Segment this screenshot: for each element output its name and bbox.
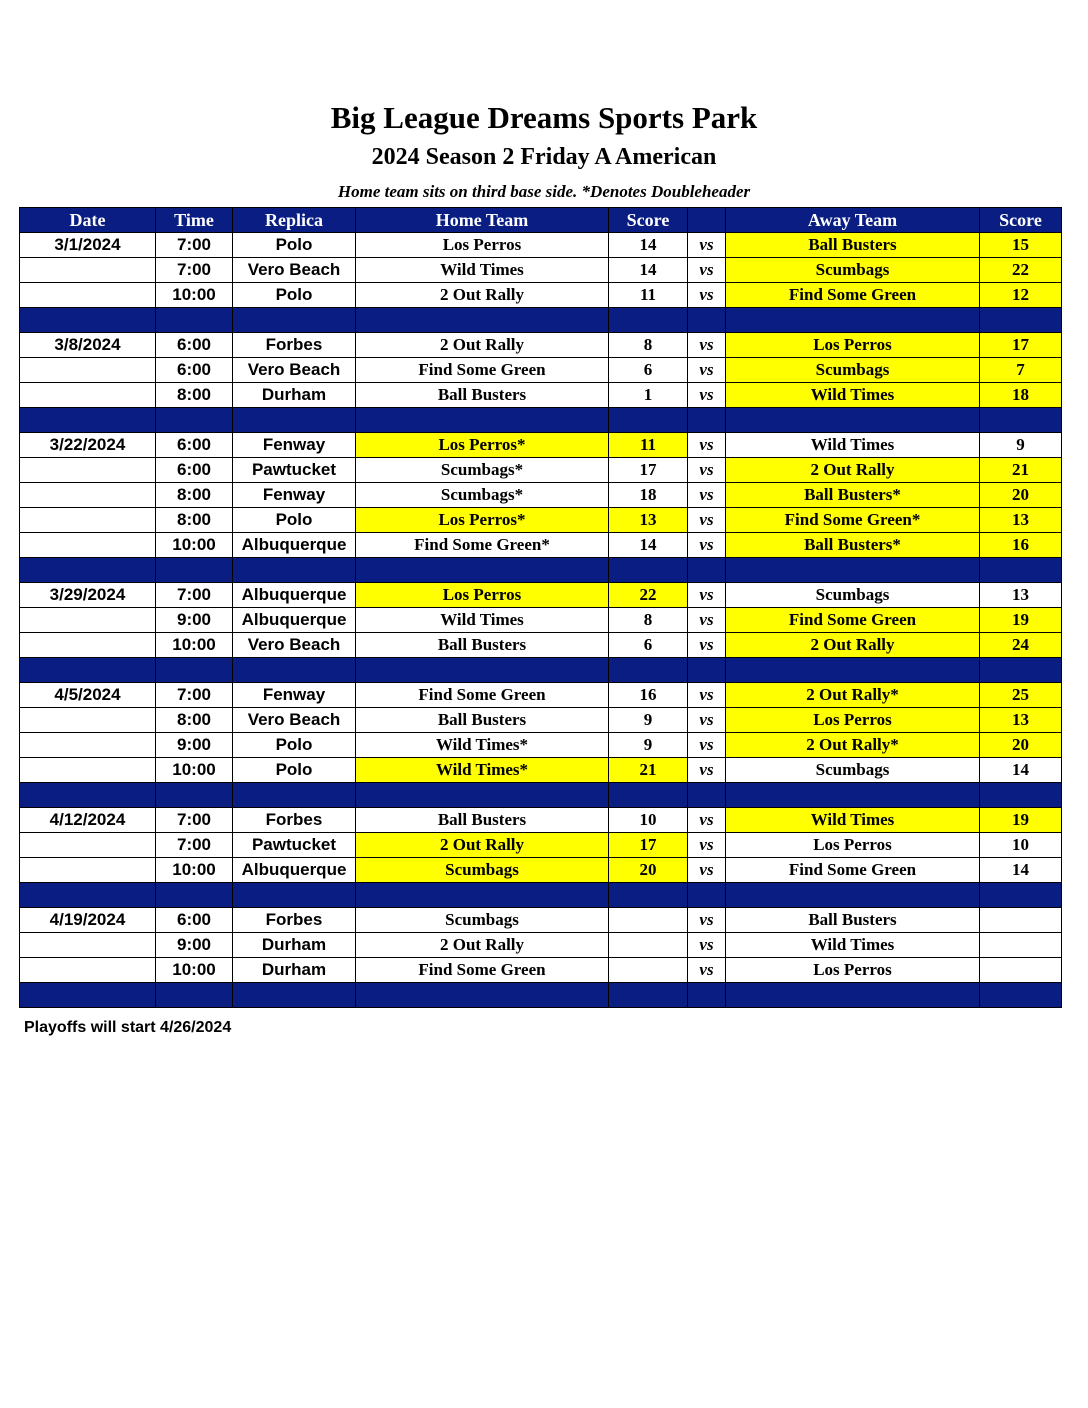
game-replica: Forbes <box>233 808 356 833</box>
game-replica: Albuquerque <box>233 583 356 608</box>
game-replica: Durham <box>233 933 356 958</box>
week-separator-row <box>20 783 1062 808</box>
game-time: 9:00 <box>156 608 233 633</box>
game-time: 10:00 <box>156 283 233 308</box>
game-time: 6:00 <box>156 358 233 383</box>
home-team: Ball Busters <box>356 633 609 658</box>
game-time: 7:00 <box>156 683 233 708</box>
home-team: 2 Out Rally <box>356 833 609 858</box>
game-replica: Fenway <box>233 433 356 458</box>
header-replica: Replica <box>233 208 356 233</box>
away-score: 24 <box>980 633 1062 658</box>
game-date <box>20 933 156 958</box>
vs-label: vs <box>688 933 726 958</box>
game-date <box>20 758 156 783</box>
away-team: Los Perros <box>726 833 980 858</box>
vs-label: vs <box>688 458 726 483</box>
separator-cell <box>233 983 356 1008</box>
separator-cell <box>980 783 1062 808</box>
separator-cell <box>356 883 609 908</box>
game-date <box>20 483 156 508</box>
away-score: 13 <box>980 708 1062 733</box>
home-score: 8 <box>609 608 688 633</box>
home-score: 17 <box>609 833 688 858</box>
separator-cell <box>726 308 980 333</box>
playoffs-note: Playoffs will start 4/26/2024 <box>24 1019 232 1036</box>
game-row <box>20 258 1062 283</box>
separator-cell <box>980 883 1062 908</box>
separator-cell <box>726 558 980 583</box>
week-separator-row <box>20 408 1062 433</box>
doubleheader-note: Home team sits on third base side. *Denotes Doubleheader <box>337 182 751 201</box>
week-separator-row <box>20 658 1062 683</box>
header-row <box>20 208 1062 233</box>
away-score: 20 <box>980 733 1062 758</box>
separator-cell <box>156 408 233 433</box>
week-separator-row <box>20 983 1062 1008</box>
away-team: Scumbags <box>726 758 980 783</box>
separator-cell <box>156 658 233 683</box>
separator-cell <box>688 408 726 433</box>
separator-cell <box>980 408 1062 433</box>
game-time: 6:00 <box>156 908 233 933</box>
game-replica: Pawtucket <box>233 458 356 483</box>
away-score: 12 <box>980 283 1062 308</box>
away-team: Scumbags <box>726 258 980 283</box>
separator-cell <box>233 783 356 808</box>
away-team: Find Some Green <box>726 283 980 308</box>
away-team: Los Perros <box>726 333 980 358</box>
home-score: 13 <box>609 508 688 533</box>
away-score: 17 <box>980 333 1062 358</box>
game-row <box>20 608 1062 633</box>
home-score: 20 <box>609 858 688 883</box>
game-time: 7:00 <box>156 233 233 258</box>
game-replica: Fenway <box>233 483 356 508</box>
schedule-table <box>19 207 1062 1008</box>
home-team: Los Perros* <box>356 508 609 533</box>
game-row <box>20 758 1062 783</box>
game-row <box>20 583 1062 608</box>
home-team: 2 Out Rally <box>356 333 609 358</box>
vs-label: vs <box>688 508 726 533</box>
away-team: Wild Times <box>726 383 980 408</box>
game-date <box>20 858 156 883</box>
away-team: 2 Out Rally* <box>726 733 980 758</box>
separator-cell <box>356 658 609 683</box>
game-replica: Vero Beach <box>233 633 356 658</box>
game-date: 3/1/2024 <box>20 233 156 258</box>
away-score: 9 <box>980 433 1062 458</box>
away-score <box>980 958 1062 983</box>
home-score <box>609 908 688 933</box>
vs-label: vs <box>688 608 726 633</box>
vs-label: vs <box>688 433 726 458</box>
away-team: Ball Busters <box>726 908 980 933</box>
game-replica: Albuquerque <box>233 533 356 558</box>
separator-cell <box>726 983 980 1008</box>
header-home-score: Score <box>609 208 688 233</box>
away-score: 10 <box>980 833 1062 858</box>
separator-cell <box>156 783 233 808</box>
separator-cell <box>156 558 233 583</box>
game-replica: Albuquerque <box>233 858 356 883</box>
separator-cell <box>233 883 356 908</box>
home-score <box>609 958 688 983</box>
vs-label: vs <box>688 708 726 733</box>
away-score: 19 <box>980 808 1062 833</box>
separator-cell <box>980 658 1062 683</box>
home-team: Ball Busters <box>356 383 609 408</box>
game-date <box>20 733 156 758</box>
game-row <box>20 433 1062 458</box>
separator-cell <box>20 883 156 908</box>
game-time: 10:00 <box>156 633 233 658</box>
game-replica: Vero Beach <box>233 258 356 283</box>
header-away-team: Away Team <box>726 208 980 233</box>
game-date <box>20 958 156 983</box>
home-team: Wild Times* <box>356 758 609 783</box>
home-team: 2 Out Rally <box>356 933 609 958</box>
separator-cell <box>726 783 980 808</box>
week-separator-row <box>20 883 1062 908</box>
game-time: 10:00 <box>156 533 233 558</box>
game-row <box>20 858 1062 883</box>
header-away-score: Score <box>980 208 1062 233</box>
home-score: 21 <box>609 758 688 783</box>
game-replica: Albuquerque <box>233 608 356 633</box>
away-score: 25 <box>980 683 1062 708</box>
away-team: Los Perros <box>726 958 980 983</box>
game-time: 6:00 <box>156 433 233 458</box>
separator-cell <box>233 558 356 583</box>
away-team: Ball Busters <box>726 233 980 258</box>
vs-label: vs <box>688 958 726 983</box>
schedule-body <box>20 233 1062 1008</box>
separator-cell <box>156 883 233 908</box>
header-home-team: Home Team <box>356 208 609 233</box>
home-score: 8 <box>609 333 688 358</box>
vs-label: vs <box>688 358 726 383</box>
game-replica: Polo <box>233 508 356 533</box>
away-team: Scumbags <box>726 358 980 383</box>
vs-label: vs <box>688 758 726 783</box>
home-score: 22 <box>609 583 688 608</box>
away-team: Wild Times <box>726 808 980 833</box>
game-date <box>20 458 156 483</box>
game-row <box>20 833 1062 858</box>
separator-cell <box>609 783 688 808</box>
separator-cell <box>356 983 609 1008</box>
home-score: 6 <box>609 358 688 383</box>
away-score: 14 <box>980 858 1062 883</box>
separator-cell <box>609 658 688 683</box>
vs-label: vs <box>688 283 726 308</box>
home-team: 2 Out Rally <box>356 283 609 308</box>
home-team: Find Some Green <box>356 683 609 708</box>
away-score: 19 <box>980 608 1062 633</box>
game-row <box>20 908 1062 933</box>
week-separator-row <box>20 558 1062 583</box>
game-row <box>20 383 1062 408</box>
home-team: Scumbags* <box>356 483 609 508</box>
home-team: Find Some Green <box>356 958 609 983</box>
home-score <box>609 933 688 958</box>
page-title: Big League Dreams Sports Park <box>330 100 758 135</box>
separator-cell <box>609 308 688 333</box>
week-separator-row <box>20 308 1062 333</box>
home-team: Los Perros <box>356 583 609 608</box>
away-score <box>980 908 1062 933</box>
game-replica: Polo <box>233 758 356 783</box>
game-time: 10:00 <box>156 858 233 883</box>
game-time: 7:00 <box>156 258 233 283</box>
away-score: 21 <box>980 458 1062 483</box>
header-date: Date <box>20 208 156 233</box>
vs-label: vs <box>688 858 726 883</box>
vs-label: vs <box>688 908 726 933</box>
game-date <box>20 383 156 408</box>
game-row <box>20 633 1062 658</box>
away-team: Find Some Green* <box>726 508 980 533</box>
home-team: Los Perros <box>356 233 609 258</box>
away-team: Ball Busters* <box>726 533 980 558</box>
game-time: 8:00 <box>156 508 233 533</box>
home-score: 1 <box>609 383 688 408</box>
separator-cell <box>356 783 609 808</box>
vs-label: vs <box>688 233 726 258</box>
game-date: 3/29/2024 <box>20 583 156 608</box>
game-replica: Fenway <box>233 683 356 708</box>
away-score: 13 <box>980 508 1062 533</box>
home-team: Ball Busters <box>356 708 609 733</box>
game-date <box>20 508 156 533</box>
vs-label: vs <box>688 808 726 833</box>
away-score: 7 <box>980 358 1062 383</box>
separator-cell <box>609 408 688 433</box>
game-date <box>20 283 156 308</box>
separator-cell <box>20 308 156 333</box>
game-date <box>20 633 156 658</box>
game-date: 4/5/2024 <box>20 683 156 708</box>
game-row <box>20 808 1062 833</box>
vs-label: vs <box>688 533 726 558</box>
away-team: Ball Busters* <box>726 483 980 508</box>
vs-label: vs <box>688 733 726 758</box>
separator-cell <box>20 658 156 683</box>
game-date <box>20 608 156 633</box>
away-score <box>980 933 1062 958</box>
game-time: 9:00 <box>156 933 233 958</box>
game-time: 8:00 <box>156 383 233 408</box>
vs-label: vs <box>688 483 726 508</box>
home-team: Scumbags* <box>356 458 609 483</box>
separator-cell <box>233 658 356 683</box>
separator-cell <box>688 308 726 333</box>
home-score: 14 <box>609 258 688 283</box>
separator-cell <box>356 558 609 583</box>
home-score: 9 <box>609 708 688 733</box>
game-time: 7:00 <box>156 833 233 858</box>
game-date: 4/19/2024 <box>20 908 156 933</box>
game-row <box>20 283 1062 308</box>
game-row <box>20 533 1062 558</box>
game-date <box>20 833 156 858</box>
home-score: 14 <box>609 533 688 558</box>
game-row <box>20 733 1062 758</box>
vs-label: vs <box>688 383 726 408</box>
away-team: 2 Out Rally <box>726 458 980 483</box>
game-time: 10:00 <box>156 758 233 783</box>
separator-cell <box>609 558 688 583</box>
home-score: 6 <box>609 633 688 658</box>
game-date: 4/12/2024 <box>20 808 156 833</box>
separator-cell <box>688 783 726 808</box>
separator-cell <box>980 308 1062 333</box>
separator-cell <box>20 408 156 433</box>
game-row <box>20 233 1062 258</box>
home-score: 11 <box>609 433 688 458</box>
away-score: 13 <box>980 583 1062 608</box>
home-score: 9 <box>609 733 688 758</box>
away-team: Los Perros <box>726 708 980 733</box>
home-team: Wild Times* <box>356 733 609 758</box>
separator-cell <box>726 408 980 433</box>
separator-cell <box>980 983 1062 1008</box>
vs-label: vs <box>688 683 726 708</box>
game-row <box>20 958 1062 983</box>
vs-label: vs <box>688 333 726 358</box>
separator-cell <box>156 983 233 1008</box>
home-team: Find Some Green* <box>356 533 609 558</box>
game-time: 8:00 <box>156 483 233 508</box>
separator-cell <box>156 308 233 333</box>
vs-label: vs <box>688 258 726 283</box>
home-score: 16 <box>609 683 688 708</box>
game-row <box>20 933 1062 958</box>
separator-cell <box>20 558 156 583</box>
home-score: 14 <box>609 233 688 258</box>
game-time: 6:00 <box>156 458 233 483</box>
away-score: 22 <box>980 258 1062 283</box>
separator-cell <box>726 883 980 908</box>
game-replica: Durham <box>233 383 356 408</box>
separator-cell <box>233 408 356 433</box>
game-time: 9:00 <box>156 733 233 758</box>
game-row <box>20 708 1062 733</box>
game-row <box>20 683 1062 708</box>
game-row <box>20 483 1062 508</box>
away-team: Wild Times <box>726 933 980 958</box>
game-replica: Forbes <box>233 333 356 358</box>
home-team: Ball Busters <box>356 808 609 833</box>
home-score: 11 <box>609 283 688 308</box>
away-score: 16 <box>980 533 1062 558</box>
game-date: 3/8/2024 <box>20 333 156 358</box>
game-date <box>20 358 156 383</box>
separator-cell <box>20 783 156 808</box>
vs-label: vs <box>688 833 726 858</box>
game-time: 6:00 <box>156 333 233 358</box>
separator-cell <box>233 308 356 333</box>
away-team: Scumbags <box>726 583 980 608</box>
away-score: 18 <box>980 383 1062 408</box>
game-replica: Polo <box>233 233 356 258</box>
game-time: 10:00 <box>156 958 233 983</box>
away-team: Find Some Green <box>726 608 980 633</box>
game-time: 7:00 <box>156 808 233 833</box>
away-team: 2 Out Rally <box>726 633 980 658</box>
home-team: Scumbags <box>356 858 609 883</box>
game-time: 7:00 <box>156 583 233 608</box>
separator-cell <box>609 883 688 908</box>
home-team: Scumbags <box>356 908 609 933</box>
away-team: Wild Times <box>726 433 980 458</box>
separator-cell <box>609 983 688 1008</box>
separator-cell <box>688 983 726 1008</box>
home-team: Find Some Green <box>356 358 609 383</box>
separator-cell <box>688 883 726 908</box>
away-score: 20 <box>980 483 1062 508</box>
game-replica: Polo <box>233 283 356 308</box>
header-time: Time <box>156 208 233 233</box>
home-team: Los Perros* <box>356 433 609 458</box>
game-replica: Durham <box>233 958 356 983</box>
separator-cell <box>726 658 980 683</box>
header-vs <box>688 208 726 233</box>
away-team: 2 Out Rally* <box>726 683 980 708</box>
home-team: Wild Times <box>356 608 609 633</box>
home-score: 10 <box>609 808 688 833</box>
game-replica: Forbes <box>233 908 356 933</box>
game-replica: Polo <box>233 733 356 758</box>
game-date: 3/22/2024 <box>20 433 156 458</box>
vs-label: vs <box>688 583 726 608</box>
separator-cell <box>356 408 609 433</box>
home-score: 17 <box>609 458 688 483</box>
vs-label: vs <box>688 633 726 658</box>
separator-cell <box>20 983 156 1008</box>
separator-cell <box>688 658 726 683</box>
game-date <box>20 533 156 558</box>
home-score: 18 <box>609 483 688 508</box>
game-row <box>20 458 1062 483</box>
away-score: 15 <box>980 233 1062 258</box>
separator-cell <box>980 558 1062 583</box>
separator-cell <box>688 558 726 583</box>
game-row <box>20 358 1062 383</box>
home-team: Wild Times <box>356 258 609 283</box>
page-subtitle: 2024 Season 2 Friday A American <box>371 144 717 170</box>
game-replica: Pawtucket <box>233 833 356 858</box>
game-replica: Vero Beach <box>233 358 356 383</box>
game-row <box>20 333 1062 358</box>
game-replica: Vero Beach <box>233 708 356 733</box>
away-team: Find Some Green <box>726 858 980 883</box>
game-row <box>20 508 1062 533</box>
game-time: 8:00 <box>156 708 233 733</box>
separator-cell <box>356 308 609 333</box>
away-score: 14 <box>980 758 1062 783</box>
game-date <box>20 258 156 283</box>
game-date <box>20 708 156 733</box>
